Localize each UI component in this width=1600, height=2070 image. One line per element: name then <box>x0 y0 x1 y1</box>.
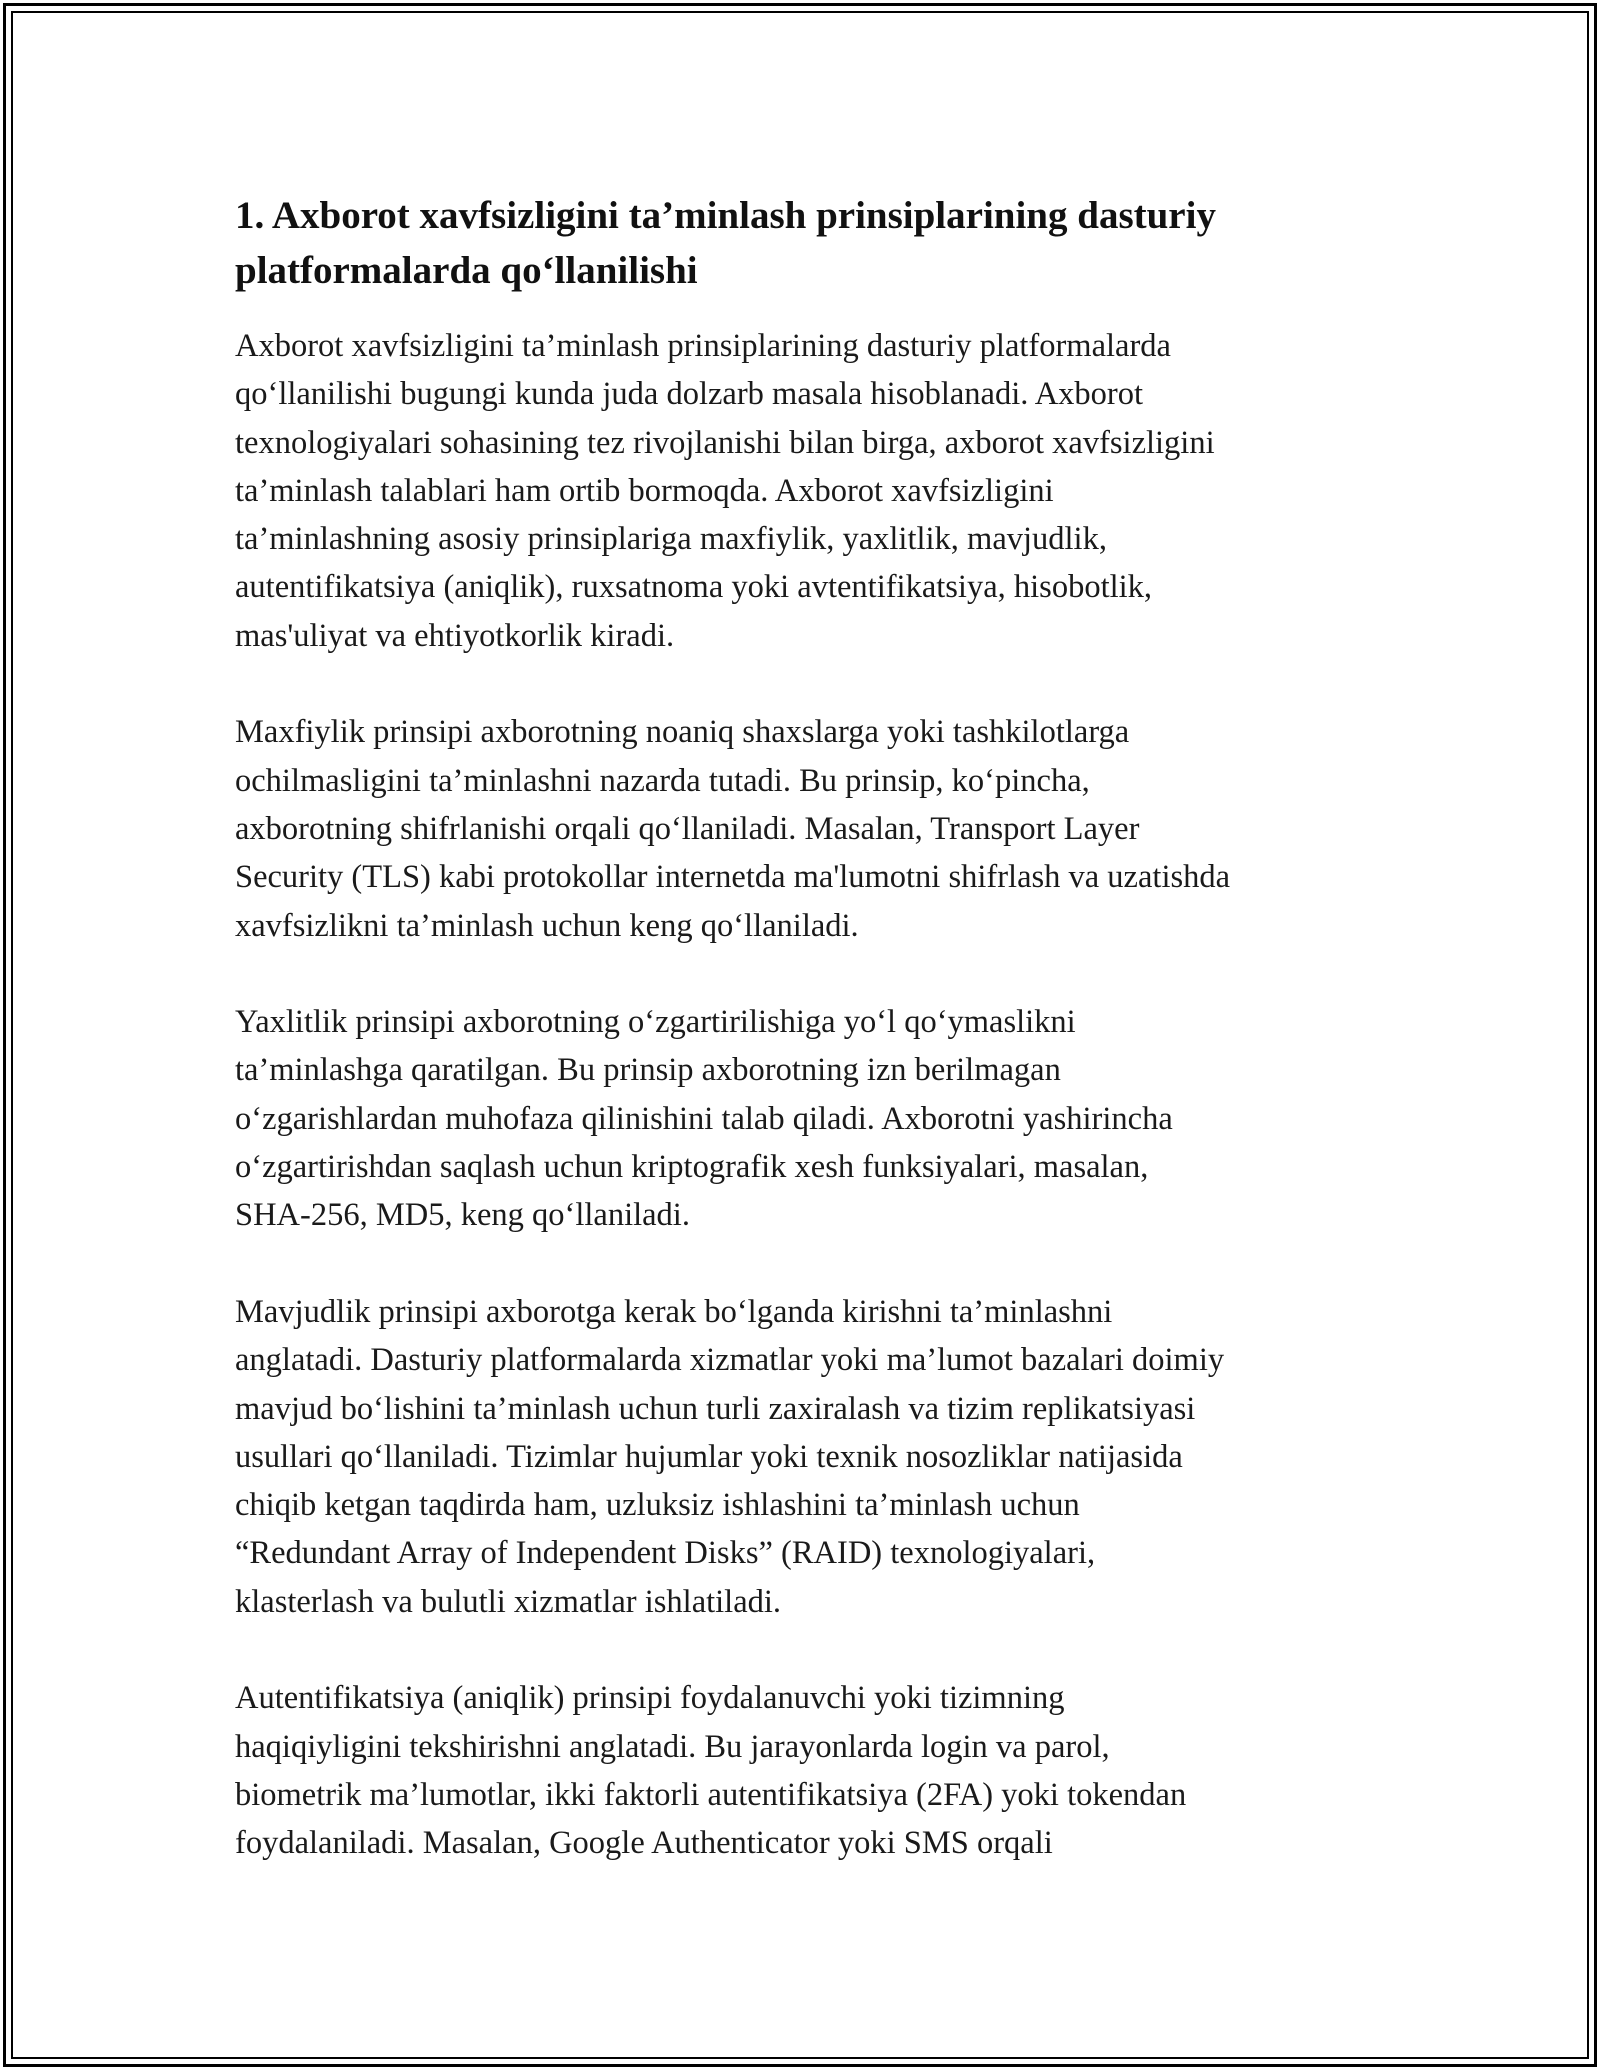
paragraph-authentication: Autentifikatsiya (aniqlik) prinsipi foydalanuvchi yoki tizimning haqiqiyligini tekshirishni anglatadi. Bu jarayonlarda login va parol, biometrik ma’lumotlar, ikki faktorli autentifikatsiya (2FA) yoki tokendan foydalaniladi. Masalan, Google Authenticator yoki SMS orqali <box>235 1680 1187 1862</box>
paragraph-intro: Axborot xavfsizligini ta’minlash prinsiplarining dasturiy platformalarda qo‘llanilishi bugungi kunda juda dolzarb masala hisoblanadi. Axborot texnologiyalari sohasining tez rivojlanishi bilan birga, axborot xavfsizligini ta’minlash talablari ham ortib bormoqda. Axborot xavfsizligini ta’minlashning asosiy prinsiplariga maxfiylik, yaxlitlik, mavjudlik, autentifikatsiya (aniqlik), ruxsatnoma yoki avtentifikatsiya, hisobotlik, mas'uliyat va ehtiyotkorlik kiradi. <box>235 328 1215 654</box>
paragraph-integrity: Yaxlitlik prinsipi axborotning o‘zgartirilishiga yo‘l qo‘ymaslikni ta’minlashga qaratilgan. Bu prinsip axborotning izn berilmagan o‘zgarishlardan muhofaza qilinishini talab qiladi. Axborotni yashirincha o‘zgartirishdan saqlash uchun kriptografik xesh funksiyalari, masalan, SHA-256, MD5, keng qo‘llaniladi. <box>235 1004 1173 1234</box>
section-heading: 1. Axborot xavfsizligini ta’minlash prinsiplarining dasturiy platformalarda qo‘llanilishi <box>235 194 1216 292</box>
paragraph-confidentiality: Maxfiylik prinsipi axborotning noaniq shaxslarga yoki tashkilotlarga ochilmasligini ta’minlashni nazarda tutadi. Bu prinsip, ko‘pincha, axborotning shifrlanishi orqali qo‘llaniladi. Masalan, Transport Layer Security (TLS) kabi protokollar internetda ma'lumotni shifrlash va uzatishda xavfsizlikni ta’minlash uchun keng qo‘llaniladi. <box>235 714 1231 944</box>
document-body <box>235 188 1365 1916</box>
paragraph-availability: Mavjudlik prinsipi axborotga kerak bo‘lganda kirishni ta’minlashni anglatadi. Dasturiy platformalarda xizmatlar yoki ma’lumot bazalari doimiy mavjud bo‘lishini ta’minlash uchun turli zaxiralash va tizim replikatsiyasi usullari qo‘llaniladi. Tizimlar hujumlar yoki texnik nosozliklar natijasida chiqib ketgan taqdirda ham, uzluksiz ishlashini ta’minlash uchun “Redundant Array of Independent Disks” (RAID) texnologiyalari, klasterlash va bulutli xizmatlar ishlatiladi. <box>235 1293 1225 1620</box>
